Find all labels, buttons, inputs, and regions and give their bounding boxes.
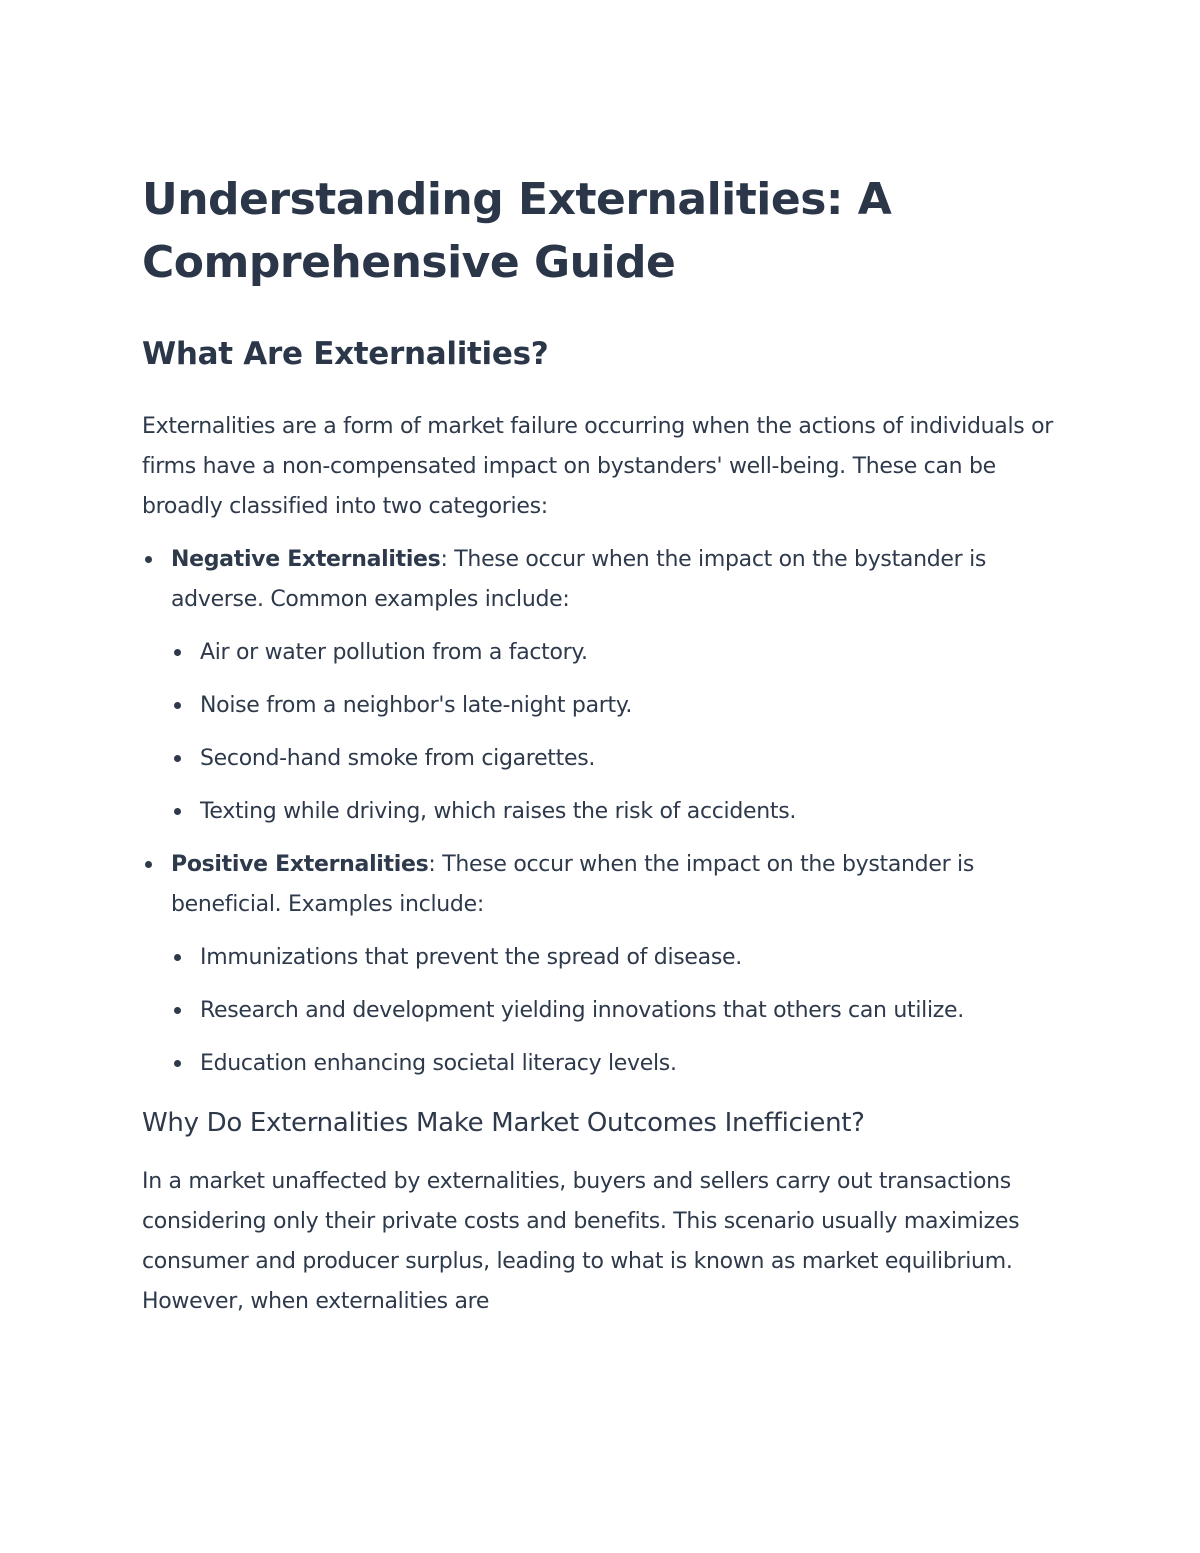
positive-label: Positive Externalities [171, 852, 429, 877]
document-title: Understanding Externalities: A Comprehensive Guide [142, 174, 892, 288]
bullet-icon [174, 702, 181, 709]
list-item [171, 991, 1062, 1031]
example-text: Second-hand smoke from cigarettes. [200, 746, 596, 771]
list-item [171, 686, 1062, 726]
negative-label: Negative Externalities [171, 547, 441, 572]
negative-description: : These occur when the impact on the bystander is adverse. Common examples include: [171, 547, 987, 612]
list-item-negative [142, 540, 1062, 832]
list-item [171, 792, 1062, 832]
example-text: Immunizations that prevent the spread of disease. [200, 945, 742, 970]
list-item [171, 739, 1062, 779]
bullet-icon [174, 649, 181, 656]
example-text: Noise from a neighbor's late-night party. [200, 693, 633, 718]
section-heading-why-inefficient: Why Do Externalities Make Market Outcomes Inefficient? [142, 1108, 865, 1138]
list-item-positive [142, 845, 1062, 1084]
positive-description: : These occur when the impact on the bystander is beneficial. Examples include: [171, 852, 974, 917]
section-heading-what-are-externalities: What Are Externalities? [142, 336, 549, 372]
intro-paragraph: Externalities are a form of market failure occurring when the actions of individuals or firms have a non-compensated impact on bystanders' well-being. These can be broadly classified into two categories: [142, 414, 1054, 519]
positive-examples-list [171, 938, 1062, 1084]
negative-examples-list [171, 633, 1062, 832]
example-text: Research and development yielding innovations that others can utilize. [200, 998, 964, 1023]
bullet-icon [145, 556, 152, 563]
bullet-icon [174, 755, 181, 762]
example-text: Texting while driving, which raises the risk of accidents. [200, 799, 797, 824]
list-item [171, 1044, 1062, 1084]
example-text: Education enhancing societal literacy levels. [200, 1051, 677, 1076]
bullet-icon [174, 808, 181, 815]
category-list [142, 540, 1062, 1084]
inefficiency-paragraph: In a market unaffected by externalities, buyers and sellers carry out transactions considering only their private costs and benefits. This scenario usually maximizes consumer and producer surplus, leading to what is known as market equilibrium. However, when externalities are [142, 1169, 1020, 1314]
bullet-icon [145, 861, 152, 868]
list-item [171, 938, 1062, 978]
list-item [171, 633, 1062, 673]
document-page [142, 168, 1062, 1322]
bullet-icon [174, 954, 181, 961]
example-text: Air or water pollution from a factory. [200, 640, 588, 665]
bullet-icon [174, 1060, 181, 1067]
bullet-icon [174, 1007, 181, 1014]
